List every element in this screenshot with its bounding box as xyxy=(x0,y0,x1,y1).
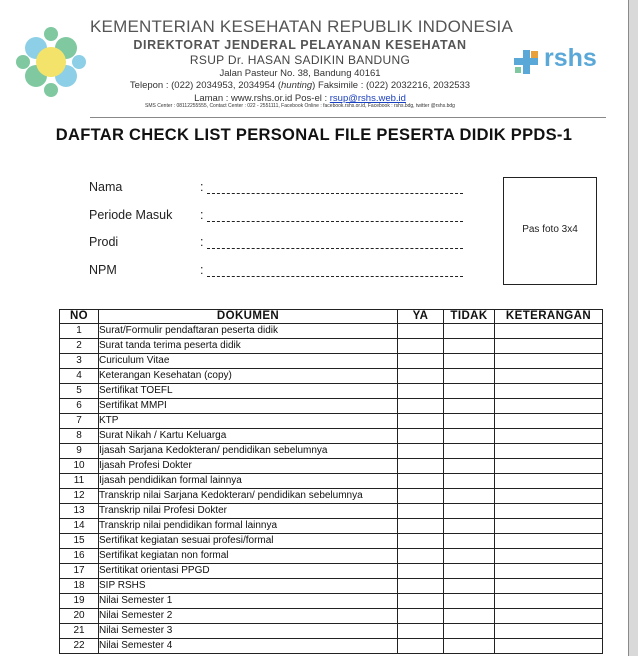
table-row xyxy=(60,609,603,624)
kemenkes-logo xyxy=(16,26,86,98)
row-document: SIP RSHS xyxy=(99,579,398,594)
row-tidak-cell[interactable] xyxy=(444,444,495,459)
row-keterangan-cell[interactable] xyxy=(495,429,603,444)
hospital-name: RSUP Dr. HASAN SADIKIN BANDUNG xyxy=(189,53,411,67)
row-number: 22 xyxy=(60,639,99,654)
row-number: 7 xyxy=(60,414,99,429)
header-no: NO xyxy=(60,310,99,324)
row-ya-cell[interactable] xyxy=(398,429,444,444)
row-number: 3 xyxy=(60,354,99,369)
row-document: Nilai Semester 1 xyxy=(99,594,398,609)
table-row xyxy=(60,414,603,429)
row-tidak-cell[interactable] xyxy=(444,609,495,624)
rshs-logo xyxy=(514,46,614,82)
table-row xyxy=(60,459,603,474)
row-tidak-cell[interactable] xyxy=(444,354,495,369)
rshs-logo-text: rshs xyxy=(544,44,597,72)
row-tidak-cell[interactable] xyxy=(444,624,495,639)
row-document: Sertifikat MMPI xyxy=(99,399,398,414)
row-tidak-cell[interactable] xyxy=(444,384,495,399)
row-number: 17 xyxy=(60,564,99,579)
row-ya-cell[interactable] xyxy=(398,549,444,564)
row-keterangan-cell[interactable] xyxy=(495,534,603,549)
row-tidak-cell[interactable] xyxy=(444,594,495,609)
row-number: 4 xyxy=(60,369,99,384)
row-tidak-cell[interactable] xyxy=(444,369,495,384)
row-tidak-cell[interactable] xyxy=(444,534,495,549)
row-number: 9 xyxy=(60,444,99,459)
table-row xyxy=(60,594,603,609)
row-document: Surat Nikah / Kartu Keluarga xyxy=(99,429,398,444)
row-document: Nilai Semester 2 xyxy=(99,609,398,624)
field-colon: : xyxy=(200,208,204,222)
row-keterangan-cell[interactable] xyxy=(495,579,603,594)
web-prefix: Laman : www.rshs.or.id Pos-el : xyxy=(194,93,330,104)
row-number: 5 xyxy=(60,384,99,399)
row-ya-cell[interactable] xyxy=(398,339,444,354)
field-blank-line[interactable] xyxy=(207,276,463,277)
photo-label: Pas foto 3x4 xyxy=(522,224,578,235)
field-colon: : xyxy=(200,235,204,249)
ministry-name: KEMENTERIAN KESEHATAN REPUBLIK INDONESIA xyxy=(90,17,514,36)
row-tidak-cell[interactable] xyxy=(444,579,495,594)
row-ya-cell[interactable] xyxy=(398,639,444,654)
contact-tiny-line: SMS Center : 08112255555, Contact Center : 022 - 2551111, Facebook Online : facebook.rshs.or.id, Facebook : rshs.bdg, twitter @rshs.bdg xyxy=(145,103,455,109)
row-tidak-cell[interactable] xyxy=(444,474,495,489)
table-row xyxy=(60,564,603,579)
table-row xyxy=(60,579,603,594)
row-keterangan-cell[interactable] xyxy=(495,519,603,534)
email-link[interactable]: rsup@rshs.web.id xyxy=(329,93,406,104)
checklist-body xyxy=(60,324,603,654)
row-document: Transkrip nilai pendidikan formal lainnya xyxy=(99,519,398,534)
letterhead-divider xyxy=(90,117,606,118)
row-ya-cell[interactable] xyxy=(398,594,444,609)
table-header-row xyxy=(60,310,603,324)
phone-prefix: Telepon : (022) 2034953, 2034954 ( xyxy=(129,80,281,91)
row-tidak-cell[interactable] xyxy=(444,519,495,534)
row-number: 16 xyxy=(60,549,99,564)
field-blank-line[interactable] xyxy=(207,193,463,194)
table-row xyxy=(60,639,603,654)
row-keterangan-cell[interactable] xyxy=(495,489,603,504)
row-number: 21 xyxy=(60,624,99,639)
row-document: Curiculum Vitae xyxy=(99,354,398,369)
row-tidak-cell[interactable] xyxy=(444,549,495,564)
table-row xyxy=(60,384,603,399)
row-keterangan-cell[interactable] xyxy=(495,564,603,579)
row-document: Nilai Semester 3 xyxy=(99,624,398,639)
header-ya: YA xyxy=(398,310,444,324)
table-row xyxy=(60,519,603,534)
table-row xyxy=(60,429,603,444)
header-dokumen: DOKUMEN xyxy=(99,310,398,324)
field-colon: : xyxy=(200,180,204,194)
row-ya-cell[interactable] xyxy=(398,519,444,534)
phone-hunting: hunting xyxy=(281,80,313,91)
row-ya-cell[interactable] xyxy=(398,504,444,519)
row-keterangan-cell[interactable] xyxy=(495,504,603,519)
row-keterangan-cell[interactable] xyxy=(495,444,603,459)
page-edge xyxy=(628,0,638,656)
row-keterangan-cell[interactable] xyxy=(495,624,603,639)
row-document: Ijasah pendidikan formal lainnya xyxy=(99,474,398,489)
row-ya-cell[interactable] xyxy=(398,579,444,594)
row-document: Sertifikat kegiatan non formal xyxy=(99,549,398,564)
row-tidak-cell[interactable] xyxy=(444,429,495,444)
table-row xyxy=(60,324,603,339)
row-document: Sertitikat orientasi PPGD xyxy=(99,564,398,579)
row-keterangan-cell[interactable] xyxy=(495,399,603,414)
row-number: 11 xyxy=(60,474,99,489)
row-document: Sertifikat TOEFL xyxy=(99,384,398,399)
phone-line xyxy=(90,80,510,91)
row-ya-cell[interactable] xyxy=(398,444,444,459)
row-ya-cell[interactable] xyxy=(398,609,444,624)
row-ya-cell[interactable] xyxy=(398,384,444,399)
row-document: Surat tanda terima peserta didik xyxy=(99,339,398,354)
row-tidak-cell[interactable] xyxy=(444,504,495,519)
field-label: NPM xyxy=(89,263,117,277)
row-number: 20 xyxy=(60,609,99,624)
row-document: Ijasah Sarjana Kedokteran/ pendidikan sebelumnya xyxy=(99,444,398,459)
table-row xyxy=(60,549,603,564)
row-tidak-cell[interactable] xyxy=(444,639,495,654)
table-row xyxy=(60,354,603,369)
row-tidak-cell[interactable] xyxy=(444,324,495,339)
table-row xyxy=(60,474,603,489)
row-tidak-cell[interactable] xyxy=(444,459,495,474)
row-document: Keterangan Kesehatan (copy) xyxy=(99,369,398,384)
directorate-name: DIREKTORAT JENDERAL PELAYANAN KESEHATAN xyxy=(133,38,467,52)
row-ya-cell[interactable] xyxy=(398,474,444,489)
table-row xyxy=(60,444,603,459)
row-ya-cell[interactable] xyxy=(398,564,444,579)
row-keterangan-cell[interactable] xyxy=(495,594,603,609)
row-keterangan-cell[interactable] xyxy=(495,549,603,564)
row-keterangan-cell[interactable] xyxy=(495,339,603,354)
row-tidak-cell[interactable] xyxy=(444,414,495,429)
row-number: 2 xyxy=(60,339,99,354)
row-tidak-cell[interactable] xyxy=(444,339,495,354)
phone-suffix: ) Faksimile : (022) 2032216, 2032533 xyxy=(312,80,471,91)
row-keterangan-cell[interactable] xyxy=(495,354,603,369)
row-keterangan-cell[interactable] xyxy=(495,609,603,624)
table-row xyxy=(60,339,603,354)
row-number: 8 xyxy=(60,429,99,444)
row-ya-cell[interactable] xyxy=(398,489,444,504)
table-row xyxy=(60,399,603,414)
table-row xyxy=(60,504,603,519)
field-label: Periode Masuk xyxy=(89,208,173,222)
row-number: 10 xyxy=(60,459,99,474)
row-ya-cell[interactable] xyxy=(398,324,444,339)
row-document: Transkrip nilai Sarjana Kedokteran/ pendidikan sebelumnya xyxy=(99,489,398,504)
row-document: Ijasah Profesi Dokter xyxy=(99,459,398,474)
row-tidak-cell[interactable] xyxy=(444,489,495,504)
table-row xyxy=(60,489,603,504)
table-row xyxy=(60,534,603,549)
field-colon: : xyxy=(200,263,204,277)
row-ya-cell[interactable] xyxy=(398,369,444,384)
row-tidak-cell[interactable] xyxy=(444,399,495,414)
row-number: 15 xyxy=(60,534,99,549)
row-keterangan-cell[interactable] xyxy=(495,459,603,474)
row-document: KTP xyxy=(99,414,398,429)
row-number: 19 xyxy=(60,594,99,609)
row-ya-cell[interactable] xyxy=(398,459,444,474)
row-keterangan-cell[interactable] xyxy=(495,414,603,429)
field-label: Prodi xyxy=(89,235,119,249)
row-keterangan-cell[interactable] xyxy=(495,369,603,384)
row-number: 1 xyxy=(60,324,99,339)
row-document: Surat/Formulir pendaftaran peserta didik xyxy=(99,324,398,339)
row-number: 14 xyxy=(60,519,99,534)
row-ya-cell[interactable] xyxy=(398,534,444,549)
document-title: DAFTAR CHECK LIST PERSONAL FILE PESERTA DIDIK PPDS-1 xyxy=(55,126,573,144)
table-row xyxy=(60,624,603,639)
row-number: 13 xyxy=(60,504,99,519)
header-keterangan: KETERANGAN xyxy=(495,310,603,324)
checklist-table xyxy=(59,309,603,654)
row-number: 18 xyxy=(60,579,99,594)
row-keterangan-cell[interactable] xyxy=(495,324,603,339)
row-keterangan-cell[interactable] xyxy=(495,639,603,654)
row-keterangan-cell[interactable] xyxy=(495,474,603,489)
field-label: Nama xyxy=(89,180,123,194)
row-number: 12 xyxy=(60,489,99,504)
row-keterangan-cell[interactable] xyxy=(495,384,603,399)
field-blank-line[interactable] xyxy=(207,221,463,222)
row-document: Sertifikat kegiatan sesuai profesi/formal xyxy=(99,534,398,549)
row-document: Nilai Semester 4 xyxy=(99,639,398,654)
address: Jalan Pasteur No. 38, Bandung 40161 xyxy=(219,68,381,79)
row-document: Transkrip nilai Profesi Dokter xyxy=(99,504,398,519)
row-ya-cell[interactable] xyxy=(398,414,444,429)
table-row xyxy=(60,369,603,384)
row-ya-cell[interactable] xyxy=(398,399,444,414)
row-number: 6 xyxy=(60,399,99,414)
row-ya-cell[interactable] xyxy=(398,624,444,639)
photo-box xyxy=(503,177,597,285)
header-tidak: TIDAK xyxy=(444,310,495,324)
row-tidak-cell[interactable] xyxy=(444,564,495,579)
row-ya-cell[interactable] xyxy=(398,354,444,369)
field-blank-line[interactable] xyxy=(207,248,463,249)
